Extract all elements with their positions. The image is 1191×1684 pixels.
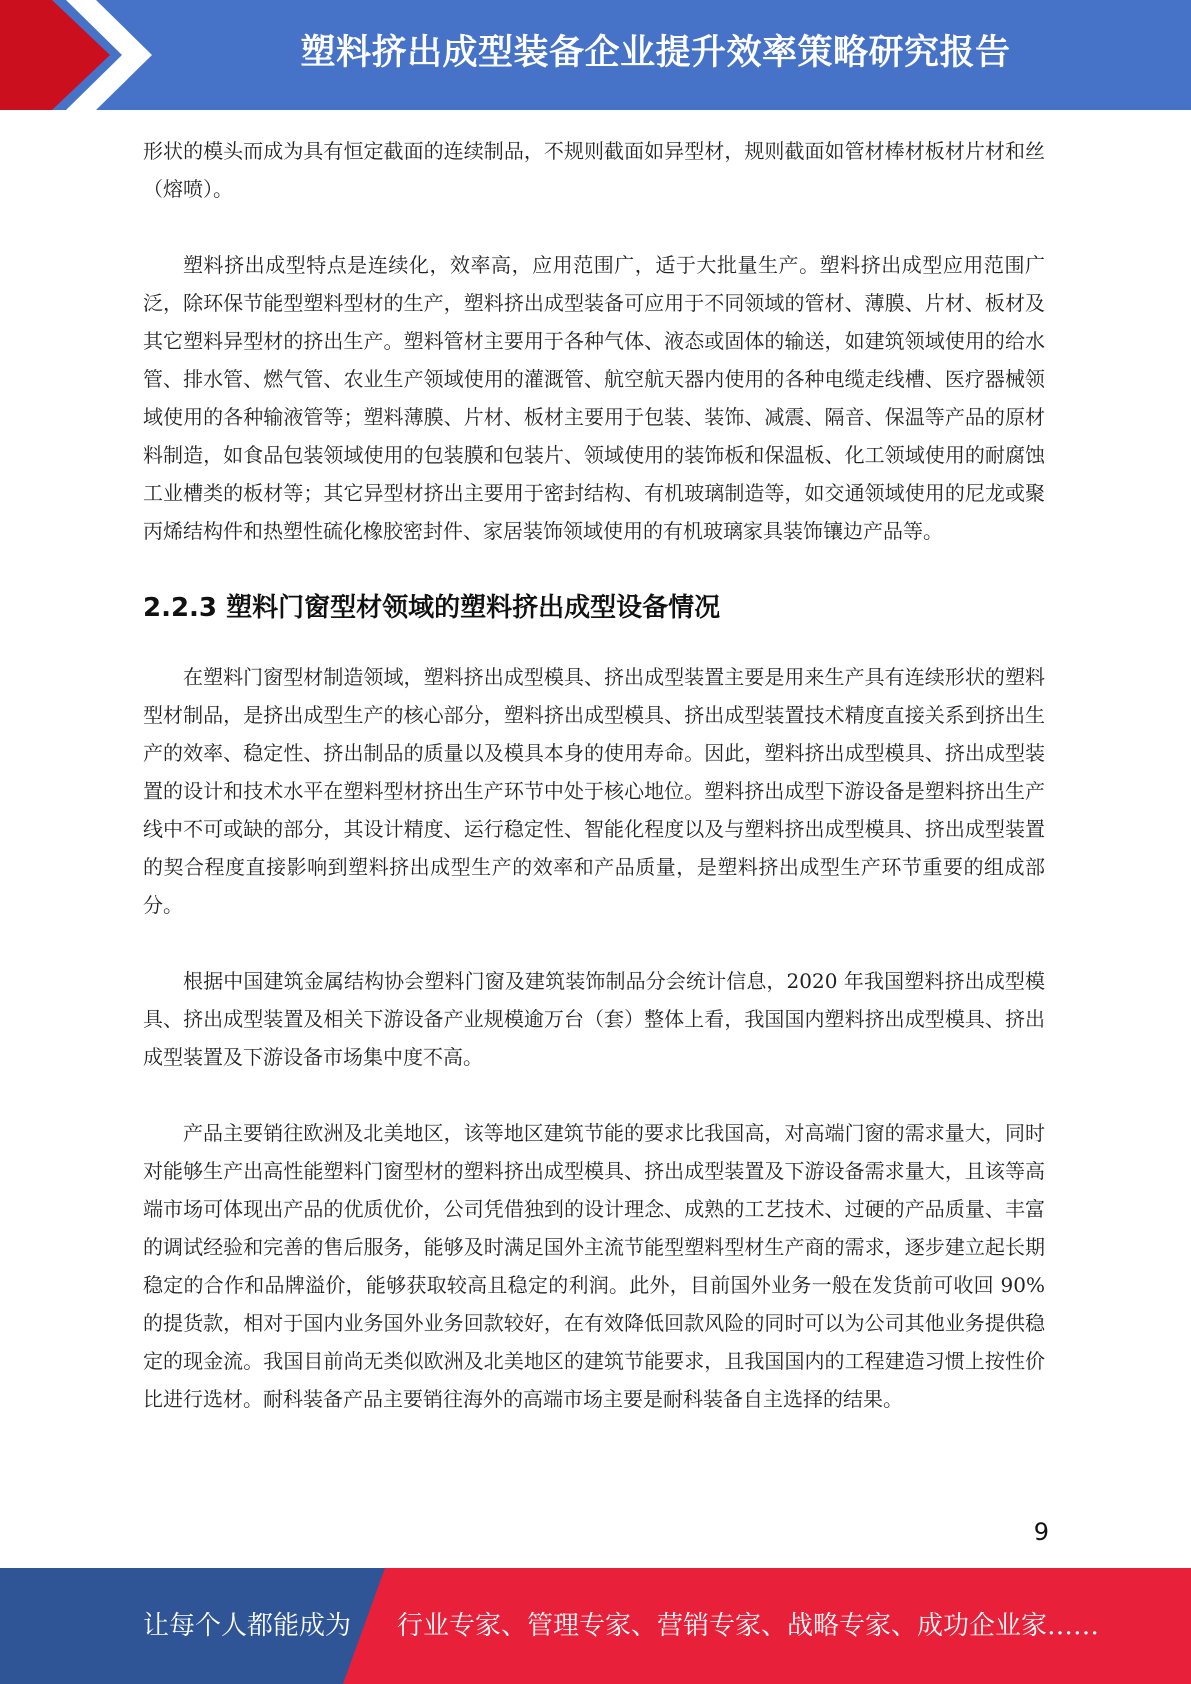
page-footer — [0, 1568, 1191, 1684]
paragraph-export-markets: 产品主要销往欧洲及北美地区，该等地区建筑节能的要求比我国高，对高端门窗的需求量大，同时对能够生产出高性能塑料门窗型材的塑料挤出成型模具、挤出成型装置及下游设备需求量大，且该等高端市场可体现出产品的优质优价，公司凭借独到的设计理念、成熟的工艺技术、过硬的产品质量、丰富的调试经验和完善的售后服务，能够及时满足国外主流节能型塑料型材生产商的需求，逐步建立起长期稳定的合作和品牌溢价，能够获取较高且稳定的利润。此外，目前国外业务一般在发货前可收回 90%的提货款，相对于国内业务国外业务回款较好，在有效降低回款风险的同时可以为公司其他业务提供稳定的现金流。我国目前尚无类似欧洲及北美地区的建筑节能要求，且我国国内的工程建造习惯上按性价比进行选材。耐科装备产品主要销往海外的高端市场主要是耐科装备自主选择的结果。 — [143, 1121, 1045, 1411]
header-title: 塑料挤出成型装备企业提升效率策略研究报告 — [300, 33, 1011, 73]
page-header — [0, 0, 1191, 110]
paragraph-continued: 形状的模头而成为具有恒定截面的连续制品，不规则截面如异型材，规则截面如管材棒材板材片材和丝（熔喷）。 — [143, 139, 1045, 201]
document-body — [143, 132, 1045, 1418]
footer-slogan-right: 行业专家、管理专家、营销专家、战略专家、成功企业家…… — [397, 1611, 1100, 1641]
footer-slogan-left: 让每个人都能成为 — [143, 1611, 352, 1641]
section-heading: 2.2.3 塑料门窗型材领域的塑料挤出成型设备情况 — [143, 593, 721, 623]
header-arrow-decoration — [0, 0, 160, 110]
paragraph-extrusion-features: 塑料挤出成型特点是连续化，效率高，应用范围广，适于大批量生产。塑料挤出成型应用范围广泛，除环保节能型塑料型材的生产，塑料挤出成型装备可应用于不同领域的管材、薄膜、片材、板材及其它塑料异型材的挤出生产。塑料管材主要用于各种气体、液态或固体的输送，如建筑领域使用的给水管、排水管、燃气管、农业生产领域使用的灌溉管、航空航天器内使用的各种电缆走线槽、医疗器械领域使用的各种输液管等；塑料薄膜、片材、板材主要用于包装、装饰、减震、隔音、保温等产品的原材料制造，如食品包装领域使用的包装膜和包装片、领域使用的装饰板和保温板、化工领域使用的耐腐蚀工业槽类的板材等；其它异型材挤出主要用于密封结构、有机玻璃制造等，如交通领域使用的尼龙或聚丙烯结构件和热塑性硫化橡胶密封件、家居装饰领域使用的有机玻璃家具装饰镶边产品等。 — [143, 253, 1045, 543]
page-number: 9 — [1033, 1518, 1049, 1546]
paragraph-industry-statistics: 根据中国建筑金属结构协会塑料门窗及建筑装饰制品分会统计信息，2020 年我国塑料挤出成型模具、挤出成型装置及相关下游设备产业规模逾万台（套）整体上看，我国国内塑料挤出成型模具、挤出成型装置及下游设备市场集中度不高。 — [143, 969, 1045, 1069]
paragraph-window-profiles: 在塑料门窗型材制造领域，塑料挤出成型模具、挤出成型装置主要是用来生产具有连续形状的塑料型材制品，是挤出成型生产的核心部分，塑料挤出成型模具、挤出成型装置技术精度直接关系到挤出生产的效率、稳定性、挤出制品的质量以及模具本身的使用寿命。因此，塑料挤出成型模具、挤出成型装置的设计和技术水平在塑料型材挤出生产环节中处于核心地位。塑料挤出成型下游设备是塑料挤出生产线中不可或缺的部分，其设计精度、运行稳定性、智能化程度以及与塑料挤出成型模具、挤出成型装置的契合程度直接影响到塑料挤出成型生产的效率和产品质量，是塑料挤出成型生产环节重要的组成部分。 — [143, 665, 1045, 917]
